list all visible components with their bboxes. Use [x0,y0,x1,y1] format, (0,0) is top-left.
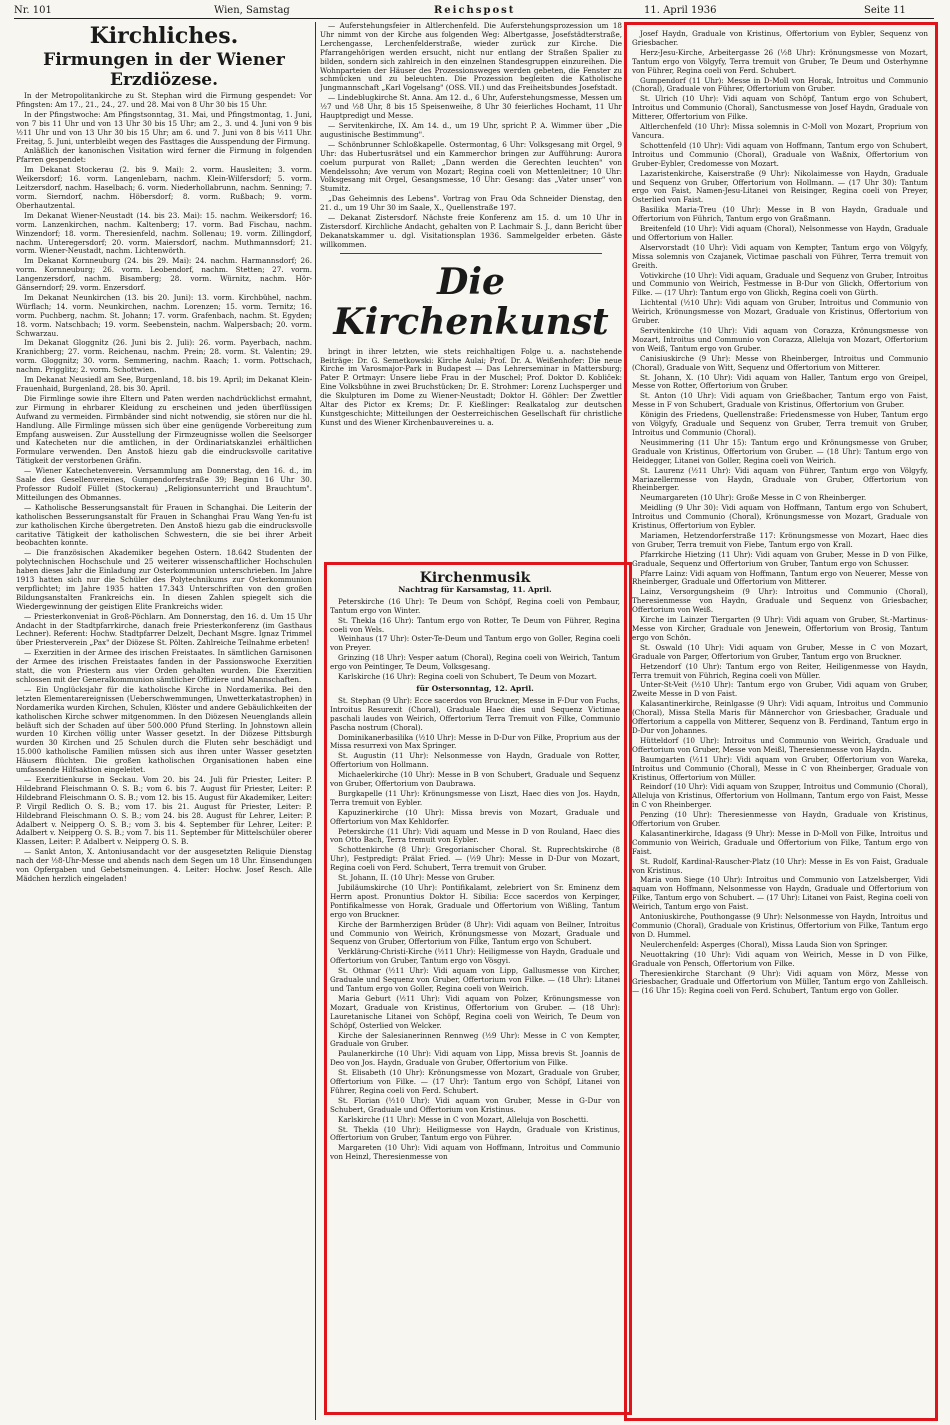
column-rule [315,22,316,1420]
page-header [14,4,934,19]
program-entry: Altlerchenfeld (10 Uhr): Missa solemnis in C-Moll von Mozart, Proprium von Vancura. [632,122,928,140]
notice: „Das Geheimnis des Lebens". Vortrag von Frau Oda Schneider Dienstag, den 21. d., um 19 Uhr 30 im Saale, X., Quellenstraße 197. [320,194,622,213]
program-entry: Josef Haydn, Graduale von Kristinus, Offertorium von Eybler, Sequenz von Griesbacher. [632,30,928,47]
paragraph: — Priesterkonveniat in Groß-Pöchlarn. Am Donnerstag, den 16. d. Um 15 Uhr Andacht in der Stadtpfarrkirche, danach freie Priesterkonferenz (im Gasthaus Lechner). Referent: Hochw. Stadtpfarrer Delzelt, Dechant Msgre. Ignaz Trimmel über Priesterverein „Pax" der Diözese St. Pölten. Zahlreiche Teilnahme erbeten! [16,611,312,648]
paragraph: — Katholische Besserungsanstalt für Frauen in Schanghai. Die Leiterin der katholischen Besserungsanstalt für Frauen in Schanghai Frau Wang Yen-fu ist zur katholischen Kirche übergetreten. Den Anstoß hiezu gab die eindrucksvolle caritative Tätigkeit der katholischen Schwestern, die sie bei ihrer Arbeit beobachten konnte. [16,502,312,548]
program-entry: Kirche der Salesianerinnen Rennweg (½9 Uhr): Messe in C von Kempter, Graduale von Gruber. [330,1030,620,1049]
program-entry: Antoniuskirche, Pouthongasse (9 Uhr): Nelsonmesse von Haydn, Introitus und Communio (Choral), Graduale von Kristinus, Offertorium von Filke, Tantum ergo von D. Hummel. [632,912,928,939]
paragraph: — Ein Unglücksjahr für die katholische Kirche in Nordamerika. Bei den letzten Elementarereignissen (Ueberschwemmungen, Unwetterkatastrophen) in Nordamerika wurden Kirchen, Schulen, Klöster und andere Gebäulichkeiten der katholischen Kirche schwer mitgenommen. In den Diözesen Neuenglands allein beläuft sich der Schaden auf über 500.000 Pfund Sterling. In Johnstown allein wurden 10 Kirchen völlig unter Wasser gesetzt. In der Diözese Pittsburgh wurden 30 Kirchen und 25 Schulen durch die Fluten sehr beschädigt und 15.000 katholische Familien müssen sich aus ihren unter Wasser gesetzten Häusern flüchten. Die großen katholischen Organisationen haben eine umfassende Hilfsaktion eingeleitet. [16,684,312,775]
program-entry: Schottenkirche (8 Uhr): Gregorianischer Choral. St. Ruprechtskirche (8 Uhr), Festpredigt: Prälat Fried. — (½9 Uhr): Messe in D-Dur von Mozart, Regina coeli von Ferd. Schubert, Terra tremuit von Gruber. [330,845,620,873]
paragraph: Im Dekanat Neusiedl am See, Burgenland, 18. bis 19. April; im Dekanat Klein-Frauenhaid, Burgenland, 28. bis 30. April. [16,375,312,393]
program-entry: Lazaristenkirche, Kaiserstraße (9 Uhr): Nikolaimesse von Haydn, Graduale und Sequenz von Gruber, Offertorium von Hollmann. — (17 Uhr 30): Tantum ergo von Faist, Namen-Jesu-Litanei von Reisinger, Regina coeli von Preyer, Osterlied von Faist. [632,168,928,205]
program-entry: Jubiläumskirche (10 Uhr): Pontifikalamt, zelebriert von Sr. Eminenz dem Herrn apost. Pronuntius Doktor H. Sibilia: Ecce sacerdos von Kerpinger, Pontifikalmesse von Horak, Graduale und Offertorium von Wißling, Tantum ergo von Bruckner. [330,883,620,919]
issue-date: 11. April 1936 [644,5,717,16]
program-entry: St. Ulrich (10 Uhr): Vidi aquam von Schöpf, Tantum ergo von Schubert, Introitus und Communio (Choral), Sanctusmesse von Josef Haydn, Graduale von Mitterer, Offertorium von Filke. [632,94,928,122]
program-entry: Basilika Maria-Treu (10 Uhr): Messe in B von Haydn, Graduale und Offertorium von Führich, Tantum ergo von Graßmann. [632,205,928,224]
program-entry: Kalasantinerkirche, Idagass (9 Uhr): Messe in D-Moll von Filke, Introitus und Communio von Weirich, Graduale und Offertorium von Filke, Tantum ergo von Faist. [632,828,928,856]
church-music-listing [632,30,928,996]
program-entry: Theresienkirche Starchant (9 Uhr): Vidi aquam von Mörz, Messe von Griesbacher, Graduale und Offertorium von Müller, Tantum ergo von Zahlleisch. — (16 Uhr 15): Regina coeli von Ferd. Schubert, Tantum ergo von Goller. [632,968,928,996]
program-entry: Schottenfeld (10 Uhr): Vidi aquam von Hoffmann, Tantum ergo von Schubert, Introitus und Communio (Choral), Graduale von Waßnix, Offertorium von Gruber-Eybler, Credomesse von Mozart. [632,140,928,168]
sunday-list [330,697,620,1162]
program-entry: Neulerchenfeld: Asperges (Choral), Missa Lauda Sion von Springer. [640,939,888,949]
program-entry: St. Rudolf, Kardinal-Rauscher-Platz (10 Uhr): Messe in Es von Faist, Graduale von Kristinus. [632,856,928,875]
program-entry: Kirche im Lainzer Tiergarten (9 Uhr): Vidi aquam von Gruber, St.-Martinus-Messe von Kircher, Graduale von Jenewein, Offertorium von Brosig, Tantum ergo von Schön. [632,615,928,642]
place-date: Wien, Samstag [214,5,290,16]
program-entry: Peterskirche (16 Uhr): Te Deum von Schöpf, Regina coeli von Pembaur, Tantum ergo von Winter. [330,596,620,615]
program-entry: Peterskirche (11 Uhr): Vidi aquam und Messe in D von Rouland, Haec dies von Otto Bach, Terra tremuit von Eybler. [330,826,620,845]
program-entry: St. Othmar (½11 Uhr): Vidi aquam von Lipp, Gallusmesse von Kircher, Graduale und Sequenz von Gruber, Offertorium von Filke. — (18 Uhr): Litanei und Tantum ergo von Goller, Regina coeli von Weirich. [330,966,620,993]
notices [320,22,622,250]
newspaper-name: Reichspost [434,5,516,16]
program-entry: St. Laurenz (½11 Uhr): Vidi aquam von Führer, Tantum ergo von Völgyfy, Mariazellermesse von Haydn, Graduale von Gruber, Offertorium von Rheinberger. [632,465,928,493]
program-entry: Mariamen, Hetzendorferstraße 117: Krönungsmesse von Mozart, Haec dies von Gruber, Terra tremuit von Fiebe, Tantum ergo von Krall. [632,530,928,549]
paragraph: — Exerzitien in der Armee des irischen Freistaates. In sämtlichen Garnisonen der Armee des irischen Freistaates fanden in der Passionswoche Exerzitien statt, die von Priestern aus vier Orden gehalten wurden. Die Exerzitien schlossen mit der Generalkommunion sämtlicher Offiziere und Mannschaften. [16,648,312,684]
program-entry: Unter-St-Veit (½10 Uhr): Tantum ergo von Gruber, Vidi aquam von Gruber, Zweite Messe in D von Faist. [632,680,928,699]
program-entry: Servitenkirche (10 Uhr): Vidi aquam von Corazza, Krönungsmesse von Mozart, Introitus und Communio von Corazza, Alleluja von Mozart, Offertorium von Weiß, Tantum ergo von Gruber. [632,326,928,353]
program-entry: St. Thekla (16 Uhr): Tantum ergo von Rotter, Te Deum von Führer, Regina coeli von Wels. [330,615,620,634]
program-entry: Neusimmering (11 Uhr 15): Tantum ergo und Krönungsmesse von Gruber, Graduale von Kristinus, Offertorium von Gruber. — (18 Uhr): Tantum ergo von Heidegger, Litanei von Goller, Regina coeli von Weirich. [632,437,928,465]
paragraph: Anläßlich der kanonischen Visitation wird ferner die Firmung in folgenden Pfarren gespendet: [16,146,312,165]
program-entry: Baumgarten (½11 Uhr): Vidi aquam von Gruber, Offertorium von Wareka, Introitus und Communio (Choral), Messe in C von Rheinberger, Graduale von Kristinus, Offertorium von Müller. [632,754,928,782]
notice: — Lindeblugkirche St. Anna. Am 12. d., 6 Uhr, Auferstehungsmesse, Messen um ½7 und ½8 Uhr, 8 bis 15 Speisenweihe, 8 Uhr 30 feierliches Hochamt, 11 Uhr Hauptpredigt und Messe. [320,93,622,121]
paragraph: Im Dekanat Wiener-Neustadt (14. bis 23. Mai): 15. nachm. Weikersdorf; 16. vorm. Lanzenkirchen, nachm. Kaltenberg; 17. vorm. Bad Fischau, nachm. Winzendorf; 18. vorm. Theresienfeld, nachm. Sollenau; 19. vorm. Zillingdorf, nachm. Unteregersdorf; 20. vorm. Maiersdorf, nachm. Muthmannsdorf; 21. vorm. Wiener-Neustadt, nachm. Lichtenwörth. [16,210,312,256]
program-entry: Canisiuskirche (9 Uhr): Messe von Rheinberger, Introitus und Communio (Choral), Graduale von Witt, Sequenz und Offertorium von Mitterer. [632,353,928,372]
program-entry: Lainz, Versorgungsheim (9 Uhr): Introitus und Communio (Choral), Theresienmesse von Haydn, Graduale und Sequenz von Griesbacher, Offertorium von Weiß. [632,587,928,615]
notice: — Schönbrunner Schloßkapelle. Ostermontag, 6 Uhr: Volksgesang mit Orgel, 9 Uhr: das Hubertusrätsel und ein Kammerchor bringen zur Aufführung: Aurora coelum purpurat von Rallet; „Dann werden die Gerechten leuchten" von Mendelssohn; Ave verum von Mozart; Regina coeli von Mettenleitner; 10 Uhr: Volksgesang mit Orgel, Gesangsmesse, 10 Uhr: Gesang: das „Vater unser" von Stumitz. [320,139,622,194]
program-entry: Votivkirche (10 Uhr): Vidi aquam, Graduale und Sequenz von Gruber, Introitus und Communio von Weirich, Festmesse in B-Dur von Glickh, Offertorium von Filke. — (17 Uhr): Tantum ergo von Glickh, Regina coeli von Gürth. [632,270,928,298]
kirchenmusik-subtitle-saturday: Nachtrag für Karsamstag, 11. April. [398,584,552,594]
paragraph: — Wiener Katechetenverein. Versammlung am Donnerstag, den 16. d., im Saale des Gesellenvereines, Gumpendorferstraße 39; Beginn 16 Uhr 30. Professor Rudolf Füllet (Stockerau) „Religionsunterricht und Brauchtum". Mitteilungen des Obmannes. [16,466,312,502]
program-entry: St. Thekla (10 Uhr): Heiligmesse von Haydn, Graduale von Kristinus, Offertorium von Gruber, Tantum ergo von Führer. [330,1124,620,1143]
paragraph: In der Pfingstwoche: Am Pfingstsonntag, 31. Mai, und Pfingstmontag, 1. Juni, von 7 bis 11 Uhr und von 13 Uhr 30 bis 15 Uhr; am 2., 3. und 4. Juni von 9 bis ½11 Uhr und von 13 Uhr 30 bis 15 Uhr; am 6. und 7. Juni von 8 bis ½11 Uhr. Freitag, 5. Juni, unterbleibt wegen des Fasttages die Ausspendung der Firmung. [16,109,312,146]
program-entry: Karlskirche (16 Uhr): Regina coeli von Schubert, Te Deum von Mozart. [338,672,597,682]
article-body [16,92,312,884]
program-entry: St. Stephan (9 Uhr): Ecce sacerdos von Bruckner, Messe in F-Dur von Fuchs, Introitus Resurexit (Choral), Graduale Haec dies und Sequenz Victimae paschali laudes von Weirich, Offertorium Terra Tremuit von Filke, Communio Pascha nostrum (Choral). [330,695,620,732]
paragraph: Im Dekanat Stockerau (2. bis 9. Mai): 2. vorm. Hausleiten; 3. vorm. Weikersdorf; 16. vorm. Langenlebarn, nachm. Klein-Wilfersdorf; 5. vorm. Leitzersdorf, nachm. Haselbach; 6. vorm. Niederhollabrunn, nachm. Senning; 7. vorm. Sierndorf, nachm. Höbersdorf; 8. vorm. Rußbach; 9. vorm. Oberhautzental. [16,165,312,210]
program-entry: Hetzendorf (10 Uhr): Tantum ergo von Reiter, Heiligenmesse von Haydn, Terra tremuit von Führich, Regina coeli von Müller. [632,661,928,680]
program-entry: Alservorstadt (10 Uhr): Vidi aquam von Kempter, Tantum ergo von Völgyfy, Missa solemnis von Czajanek, Victimae paschali von Führer, Terra tremuit von Greith. [632,242,928,270]
program-entry: St. Elisabeth (10 Uhr): Krönungsmesse von Mozart, Graduale von Gruber, Offertorium von Filke. — (17 Uhr): Tantum ergo von Schöpf, Litanei von Führer, Regina coeli von Ferd. Schubert. [330,1068,620,1095]
program-entry: Michaelerkirche (10 Uhr): Messe in B von Schubert, Graduale und Sequenz von Gruber, Offertorium von Daubrawa. [330,770,620,789]
program-entry: Maria vom Siege (10 Uhr): Introitus und Communio von Latzelsberger, Vidi aquam von Hoffmann, Nelsonmesse von Haydn, Graduale und Offertorium von Filke, Tantum ergo von Schubert. — (17 Uhr): Litanei von Faist, Regina coeli von Weirich, Tantum ergo von Faist. [632,875,928,912]
program-entry: Margareten (10 Uhr): Vidi aquam von Hoffmann, Introitus und Communio von Heinzl, Theresienmesse von [330,1143,620,1162]
program-entry: Burgkapelle (11 Uhr): Krönungsmesse von Liszt, Haec dies von Jos. Haydn, Terra tremuit von Eybler. [330,788,620,807]
program-entry: Penzing (10 Uhr): Theresienmesse von Haydn, Graduale von Kristinus, Offertorium von Gruber. [632,810,928,829]
notice: — Auferstehungsfeier in Altlerchenfeld. Die Auferstehungsprozession um 18 Uhr nimmt von der Kirche aus folgenden Weg: Albertgasse, Josefstädterstraße, Lerchengasse, Lerchenfelderstraße, wieder zurück zur Kirche. Die Pfarrangehörigen werden ersucht, nicht nur entlang der Straßen Spalier zu bilden, sondern sich zahlreich in den einzelnen Standesgruppen einzureihen. Die Wohnparteien der Häuser des Prozessionsweges werden gebeten, die Fenster zu schmücken und zu beleuchten. Die Prozession begleiten die Katholische Jungmannschaft „Karl Vogelsang" (OSS. VII.) und das Freiheitsbundes Josefstadt. [320,22,622,93]
kirchenmusik-title: Kirchenmusik [419,570,531,586]
program-entry: St. Oswald (10 Uhr): Vidi aquam von Gruber, Messe in C von Mozart, Graduale von Parger, Offertorium von Gruber, Tantum ergo von Bruckner. [632,642,928,661]
paragraph: Im Dekanat Kornneuburg (24. bis 29. Mai): 24. nachm. Harmannsdorf; 26. vorm. Kornneuburg; 26. vorm. Leobendorf, nachm. Stetten; 27. vorm. Langenzersdorf, nachm. Bisamberg; 28. vorm. Würnitz, nachm. Hör-Gänserndorf; 29. vorm. Enzersdorf. [16,256,312,293]
program-entry: Karlskirche (11 Uhr): Messe in C von Mozart, Alleluja von Boschetti. [338,1114,589,1124]
paragraph: Im Dekanat Gloggnitz (26. Juni bis 2. Juli): 26. vorm. Payerbach, nachm. Kranichberg; 27. vorm. Reichenau, nachm. Prein; 28. vorm. St. Valentin; 29. vorm. Gloggnitz; 30. vorm. Semmering, nachm. Raach; 1. vorm. Pottschach, nachm. Prigglitz; 2. vorm. Schottwien. [16,338,312,375]
program-entry: St. Johann, X. (10 Uhr): Vidi aquam von Haller, Tantum ergo von Greipel, Messe von Rotter, Offertorium von Gruber. [632,372,928,391]
article-headline: Firmungen in der Wiener Erzdiözese. [43,50,285,90]
program-entry: Neuottakring (10 Uhr): Vidi aquam von Weirich, Messe in D von Filke, Graduale von Pensch, Offertorium von Filke. [632,949,928,968]
column-middle-top [320,22,622,562]
column-right [632,30,928,1415]
program-entry: Kirche der Barmherzigen Brüder (8 Uhr): Vidi aquam von Beilner, Introitus und Communio von Weirich, Krönungsmesse von Mozart, Graduale und Sequenz von Gruber, Offertorium von Filke, Tantum ergo von Schubert. [330,919,620,947]
program-entry: St. Florian (½10 Uhr): Vidi aquam von Gruber, Messe in G-Dur von Schubert, Graduale und Offertorium von Kristinus. [330,1095,620,1114]
program-entry: Reindorf (10 Uhr): Vidi aquam von Szupper, Introitus und Communio (Choral), Alleluja von Kristinus, Offertorium von Hollmann, Tantum ergo von Faist, Messe in C von Rheinberger. [632,782,928,810]
kirchenkunst-text: bringt in ihrer letzten, wie stets reichhaltigen Folge u. a. nachstehende Beiträge: Dr. G. Semetkowski: Kirche Aulai; Prof. Dr. A. Weißenhofer: Die neue Kirche im Varosmajor-Park in Budapest — Das Lehrerseminar in Mattersburg; Pater P. Ortmayr: Unsere liebe Frau in der Muschel; Prof. Doktor D. Kobliček: Eine Volksbühne in zwei Bruchstücken; Dr. E. Strohmer: Lorenz Luchsperger und die Skulpturen im Dome zu Wiener-Neustadt; Doktor H. Göhler: Der Zwettler Altar des Pictor ex Krems; Dr. F. Kießlinger: Realkatalog zur deutschen Kunstgeschichte; Mitteilungen der Oesterreichischen Gesellschaft für christliche Kunst und des Wiener Kirchenbauvereines u. a. [320,346,622,427]
saturday-list [330,598,620,682]
program-entry: Breitenfeld (10 Uhr): Vidi aquam (Choral), Nelsonmesse von Haydn, Graduale und Offertorium von Haller. [632,224,928,242]
issue-number: Nr. 101 [14,5,52,16]
kirchenmusik-subtitle-sunday: für Ostersonntag, 12. April. [416,683,534,693]
program-entry: Gumpendorf (11 Uhr): Messe in D-Moll von Horak, Introitus und Communio (Choral), Graduale von Führer, Offertorium von Gruber. [632,75,928,94]
program-entry: Pfarrkirche Hietzing (11 Uhr): Vidi aquam von Gruber, Messe in D von Filke, Graduale, Sequenz und Offertorium von Gruber, Tantum ergo von Schusser. [632,549,928,568]
program-entry: Meidling (9 Uhr 30): Vidi aquam von Hoffmann, Tantum ergo von Schubert, Introitus und Communio (Choral), Krönungsmesse von Mozart, Graduale von Kristinus, Offertorium von Eybler. [632,503,928,531]
program-entry: Königin des Friedens, Quellenstraße: Friedensmesse von Huber, Tantum ergo von Völgyfy, Graduale und Sequenz von Gruber, Terra tremuit von Gruber, Introitus und Communio (Choral). [632,410,928,437]
paragraph: In der Metropolitankirche zu St. Stephan wird die Firmung gespendet: Vor Pfingsten: Am 17., 21., 24., 27. und 28. Mai von 8 Uhr 30 bis 15 Uhr. [16,91,312,109]
paragraph: Im Dekanat Neunkirchen (13. bis 20. Juni): 13. vorm. Kirchbühel, nachm. Würflach; 14. vorm. Neunkirchen, nachm. Lorenzen; 15. vorm. Ternitz; 16. vorm. Puchberg, nachm. St. Johann; 17. vorm. Grafenbach, nachm. St. Egyden; 18. vorm. Natschbach; 19. vorm. Seebenstein, nachm. Walpersbach; 20. vorm. Schwarzau. [16,292,312,338]
section-title: Kirchliches. [89,23,239,49]
notice: — Servitenkirche, IX. Am 14. d., um 19 Uhr, spricht P. A. Wimmer über „Die augustinische Bestimmung". [320,120,622,139]
program-entry: Lichtental (½10 Uhr): Vidi aquam von Gruber, Introitus und Communio von Weirich, Krönungsmesse von Mozart, Graduale von Kristinus, Offertorium von Gruber. [632,298,928,326]
program-entry: Neumargareten (10 Uhr): Große Messe in C von Rheinberger. [640,493,867,503]
paragraph: — Exerzitienkurse in Seckau. Vom 20. bis 24. Juli für Priester, Leiter: P. Hildebrand Fleischmann O. S. B.; vom 6. bis 7. August für Priester, Leiter: P. Hildebrand Fleischmann O. S. B.; vom 12. bis 15. August für Akademiker, Leiter: P. Virgil Redlich O. S. B.; vom 17. bis 21. August für Priester, Leiter: P. Hildebrand Fleischmann O. S. B.; vom 24. bis 28. August für Lehrer, Leiter: P. Adalbert v. Neipperg O. S. B.; vom 3. bis 4. September für Lehrer, Leiter: P. Adalbert v. Neipperg O. S. B.; vom 7. bis 11. September für Mittelschüler oberer Klassen, Leiter: P. Adalbert v. Neipperg O. S. B. [16,774,312,847]
paragraph: — Die französischen Akademiker begehen Ostern. 18.642 Studenten der polytechnischen Hochschule und 25 weiterer wissenschaftlicher Hochschulen haben dieses Jahr die Einladung zur Osterkommunion unterschrieben. Im Jahre 1913 hatten sich nur die Schüler des Polytechnikums zur Osterkommunion verpflichtet; im Jahre 1935 hatten 17.343 Unterschriften von den großen Bildungsanstalten Frankreichs ein. In diesen Zahlen spiegelt sich die Wiedergewinnung der geistigen Elite Frankreichs wider. [16,548,312,611]
program-entry: Grinzing (18 Uhr): Vesper aatum (Choral), Regina coeli von Weirich, Tantum ergo von Peintinger, Te Deum, Volksgesang. [330,653,620,672]
paragraph: Die Firmlinge sowie ihre Eltern und Paten werden nachdrücklichst ermahnt, zur Firmung in ehrbarer Kleidung zu erscheinen und jeden überflüssigen Aufwand zu vermeiden. Firmbänder sind nicht notwendig, sie stören nur die hl. Handlung. Alle Firmlinge müssen sich über eine genügende Vorbereitung zum Empfang ausweisen. Zur Ausstellung der Firmzeugnisse wollen die Seelsorger und Katecheten nur die amtlichen, in der Ordinariatskanzlei erhältlichen Formulare verwenden. Den Anstoß hiezu gab die eindrucksvolle caritative Tätigkeit der verstorbenen Gräfin. [16,393,312,466]
page-label: Seite 11 [864,5,906,16]
program-entry: Pfarre Lainz: Vidi aquam von Hoffmann, Tantum ergo von Neuerer, Messe von Rheinberger, Graduale und Offertorium von Mitterer. [632,568,928,587]
program-entry: Maria Geburt (½11 Uhr): Vidi aquam von Polzer, Krönungsmesse von Mozart, Graduale von Kristinus, Offertorium von Gruber. — (18 Uhr): Lauretanische Litanei von Schöpf, Regina coeli von Weirich, Te Deum von Schöpf, Osterlied von Welcker. [330,993,620,1030]
column-rule [625,22,626,1420]
column-left [16,22,312,1420]
program-entry: Kapuzinerkirche (10 Uhr): Missa brevis von Mozart, Graduale und Offertorium von Max Kehldorfer. [330,807,620,826]
program-entry: Verklärung-Christi-Kirche (½11 Uhr): Heiligmesse von Haydn, Graduale und Offertorium von Gruber, Tantum ergo von Vösgyi. [330,947,620,966]
paragraph: — Sankt Anton, X. Antoniusandacht vor der ausgesetzten Reliquie Dienstag nach der ½8-Uhr-Messe und abends nach dem Segen um 18 Uhr. Einsendungen von Opfergaben und Gebetsmeinungen. 4. Leiter: Hochw. Josef Resch. Alle Mädchen herzlich eingeladen! [16,847,312,883]
program-entry: Dominikanerbasilika (½10 Uhr): Messe in D-Dur von Filke, Proprium aus der Missa resurrexi von Max Springer. [330,732,620,751]
program-entry: Paulanerkirche (10 Uhr): Vidi aquam von Lipp, Missa brevis St. Joannis de Deo von Jos. Haydn, Graduale von Gruber, Offertorium von Filke. [330,1049,620,1068]
kirchenmusik-section [330,570,620,1405]
program-entry: St. Augustin (11 Uhr): Nelsonmesse von Haydn, Graduale von Rotter, Offertorium von Hollmann. [330,751,620,770]
kirchenkunst-title: Die Kirchenkunst [333,260,609,343]
program-entry: St. Johann, II. (10 Uhr): Messe von Gruber. [338,873,495,883]
program-entry: Herz-Jesu-Kirche, Arbeitergasse 26 (½8 Uhr): Krönungsmesse von Mozart, Tantum ergo von Völgyfy, Terra tremuit von Gruber, Te Deum und Osterhymne von Führer, Regina coeli von Ferd. Schubert. [632,47,928,75]
program-entry: Kalasantinerkirche, Reinlgasse (9 Uhr): Vidi aquam, Introitus und Communio (Choral), Missa Stella Maris für Männerchor von Griesbacher, Graduale und Offertorium a cappella von Mitterer, Sequenz von B. Ferdinand, Tantum ergo in D-Dur von Johannes. [632,699,928,735]
divider [340,253,602,254]
program-entry: Hütteldorf (10 Uhr): Introitus und Communio von Weirich, Graduale und Offertorium von Gruber, Messe von Meißl, Theresienmesse von Haydn. [632,735,928,754]
notice: — Dekanat Zistersdorf. Nächste freie Konferenz am 15. d. um 10 Uhr in Zistersdorf. Kirchliche Andacht, gehalten von P. Lachmair S. J., dann Bericht über Dekanatskammer u. dgl. Visitationsplan 1936. Sammelgelder erbeten. Gäste willkommen. [320,213,622,249]
program-entry: Weinhaus (17 Uhr): Oster-Te-Deum und Tantum ergo von Goller, Regina coeli von Preyer. [330,634,620,653]
program-entry: St. Anton (10 Uhr): Vidi aquam von Grießbacher, Tantum ergo von Faist, Messe in F von Schubert, Graduale von Kristinus, Offertorium von Gruber. [632,391,928,410]
